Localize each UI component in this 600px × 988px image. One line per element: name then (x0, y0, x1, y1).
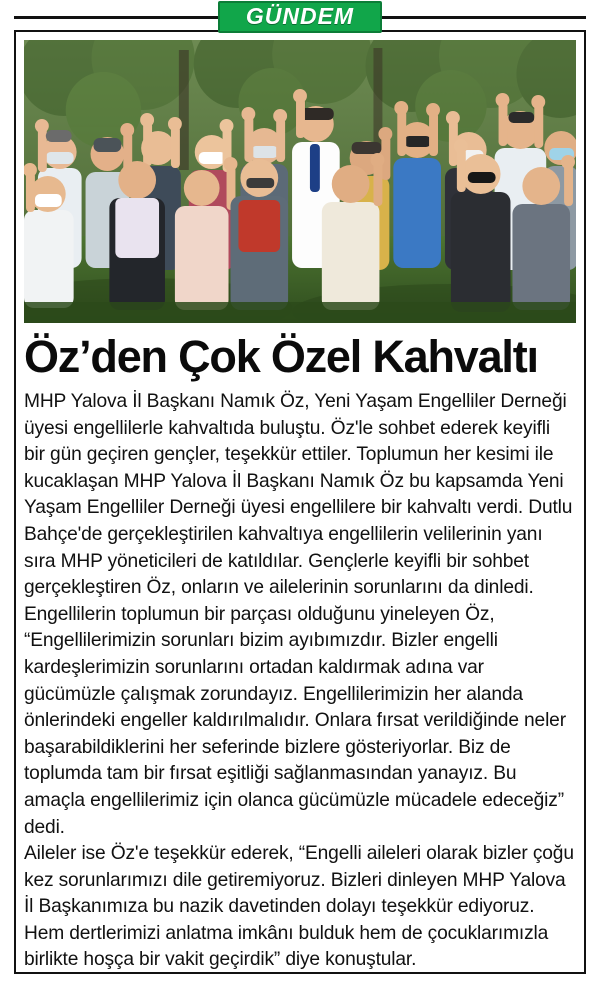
section-kicker-label: GÜNDEM (245, 3, 355, 29)
group-photo-illustration (24, 40, 576, 323)
article-body (24, 389, 576, 974)
article-headline: Öz’den Çok Özel Kahvaltı (24, 331, 538, 382)
article-paragraph-2: Aileler ise Öz'e teşekkür ederek, “Engelli aileleri olarak bizler çoğu kez sorunlarımızı dile getiremiyoruz. Bizleri dinleyen MHP Yalova İl Başkanımıza bu nazik davetinden dolayı teşekkür ediyoruz. Hem dertlerimizi anlatma imkânı bulduk hem de çocuklarımızla birlikte hoşça bir vakit geçirdik” diye konuştular. (24, 843, 574, 971)
section-kicker-band (0, 0, 600, 34)
article-photo (24, 40, 576, 323)
section-kicker-box (218, 1, 382, 33)
article-paragraph-1: MHP Yalova İl Başkanı Namık Öz, Yeni Yaşam Engelliler Derneği üyesi engellilerle kahvaltıda buluştu. Öz'le sohbet ederek keyifli bir gün geçiren gençler, teşekkür ettiler. Toplumun her kesimi ile kucaklaşan MHP Yalova İl Başkanı Namık Öz bu kapsamda Yeni Yaşam Engelliler Derneği üyesi engellilere bir kahvaltı verdi. Dutlu Bahçe'de gerçekleştirilen kahvaltıya engellilerin velilerinin yanı sıra MHP yöneticileri de katıldılar. Gençlerle keyifli bir sohbet gerçekleştiren Öz, onların ve ailelerinin sorunlarını da dinledi. Engellilerin toplumun bir parçası olduğunu yineleyen Öz, “Engellilerimizin sorunları bizim ayıbımızdır. Bizler engelli kardeşlerimizin sorunlarını ortadan kaldırmak adına var gücümüzle çalışmak zorundayız. Engellilerimizin her alanda önlerindeki engeller kaldırılmalıdır. Onlara fırsat verildiğinde neler başarabildiklerini her seferinde bizlere gösteriyorlar. Biz de toplumda tam bir fırsat eşitliği sağlanmasından yanayız. Bu amaçla engellilerimiz için olanca gücümüzle mücadele edeceğiz” dedi. (24, 391, 573, 838)
article-content (24, 40, 576, 971)
article-frame (14, 30, 586, 974)
